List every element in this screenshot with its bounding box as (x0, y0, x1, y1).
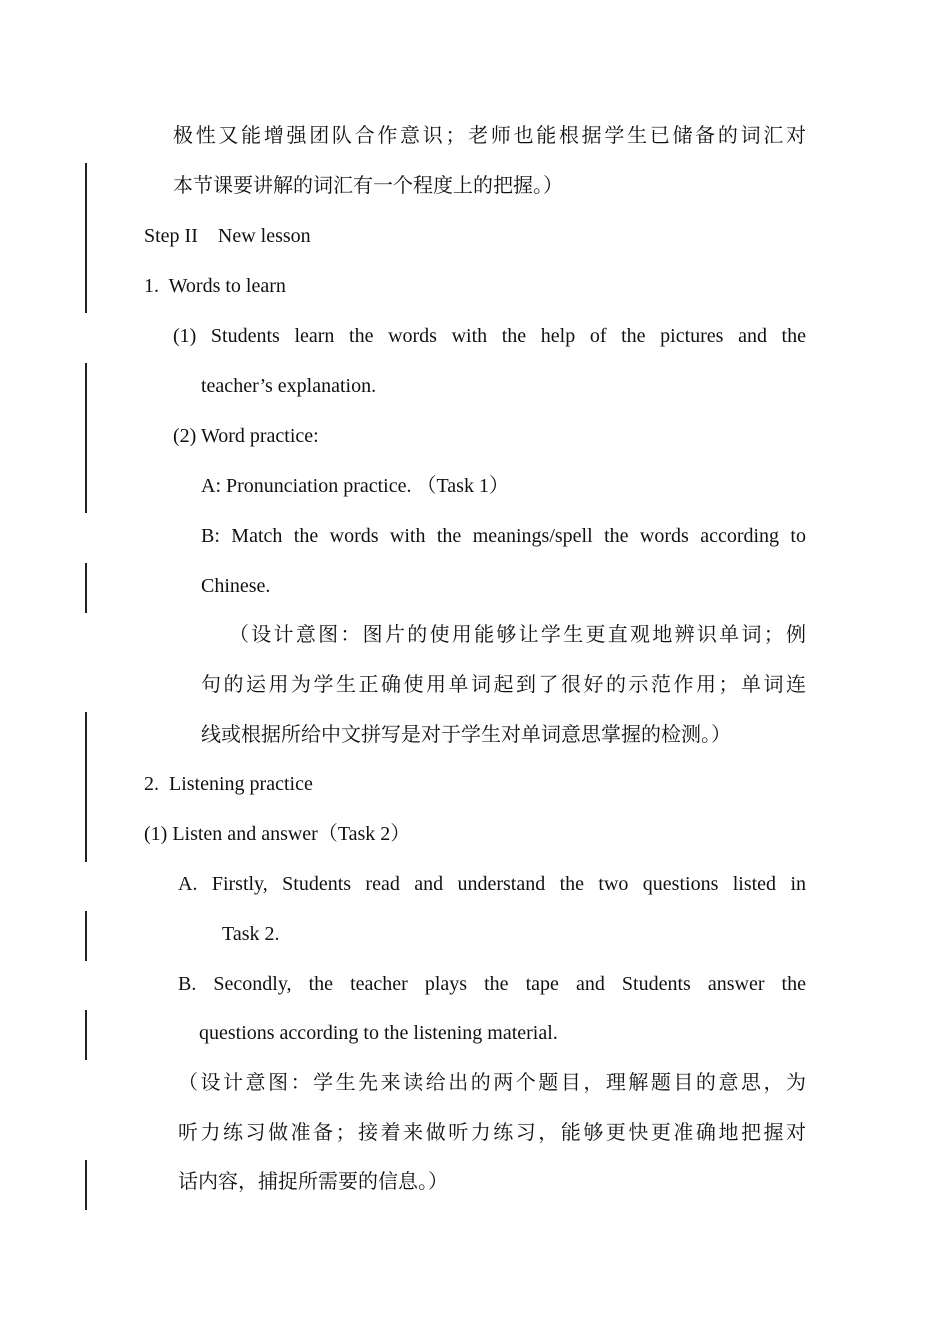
design-note-2-line-2: 听力练习做准备；接着来做听力练习，能够更快更准确地把握对 (178, 1122, 806, 1144)
listen-and-answer: (1) Listen and answer（Task 2） (144, 823, 411, 845)
step-a-line-2: Task 2. (222, 923, 280, 945)
paragraph-1-line-1: (1) Students learn the words with the help of the pictures and the (173, 325, 806, 347)
intro-line-1: 极性又能增强团队合作意识；老师也能根据学生已储备的词汇对 (173, 125, 806, 147)
revision-bar (85, 163, 87, 313)
paragraph-1-line-2: teacher’s explanation. (201, 375, 377, 397)
step-a-line-1: A. Firstly, Students read and understand the two questions listed in (178, 873, 806, 895)
design-note-1-line-2: 句的运用为学生正确使用单词起到了很好的示范作用；单词连 (201, 674, 806, 696)
step-b-line-1: B. Secondly, the teacher plays the tape and Students answer the (178, 973, 806, 995)
section-heading-words: 1. Words to learn (144, 275, 286, 297)
revision-bar (85, 563, 87, 613)
revision-bar (85, 911, 87, 961)
revision-bar (85, 712, 87, 862)
task-b-line-2: Chinese. (201, 575, 271, 597)
revision-bar (85, 1010, 87, 1060)
revision-bar (85, 1160, 87, 1210)
paragraph-2: (2) Word practice: (173, 425, 319, 447)
design-note-2-line-1: （设计意图：学生先来读给出的两个题目，理解题目的意思，为 (178, 1072, 806, 1094)
task-b-line-1: B: Match the words with the meanings/spell the words according to (201, 525, 806, 547)
task-a: A: Pronunciation practice. （Task 1） (201, 475, 509, 497)
design-note-2-line-3: 话内容，捕捉所需要的信息。） (178, 1171, 448, 1193)
step-b-line-2: questions according to the listening material. (199, 1022, 558, 1044)
design-note-1-line-3: 线或根据所给中文拼写是对于学生对单词意思掌握的检测。） (201, 724, 731, 746)
design-note-1-line-1: （设计意图：图片的使用能够让学生更直观地辨识单词；例 (229, 624, 806, 646)
step-heading: Step II New lesson (144, 225, 311, 247)
intro-line-2: 本节课要讲解的词汇有一个程度上的把握。） (173, 175, 563, 197)
revision-bar (85, 363, 87, 513)
section-heading-listening: 2. Listening practice (144, 773, 313, 795)
